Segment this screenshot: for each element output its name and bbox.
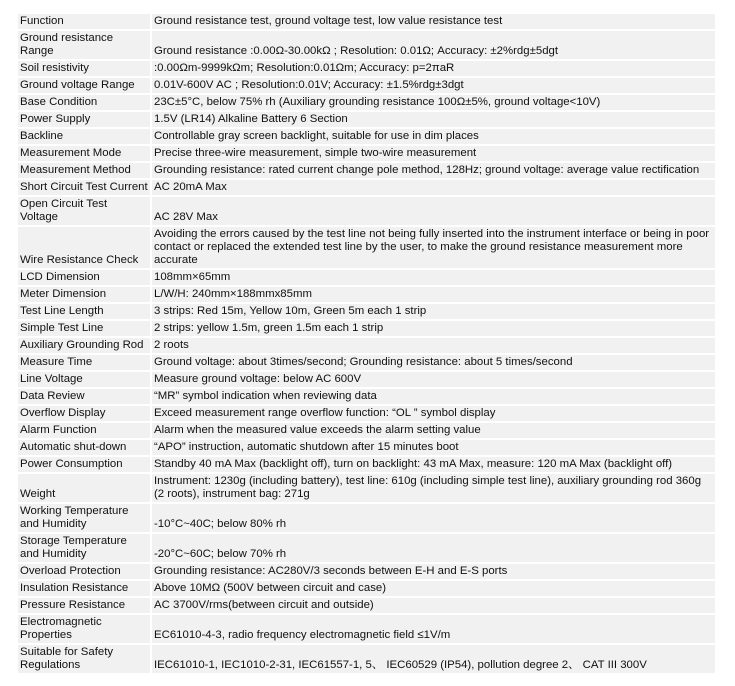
spec-value-cell: 108mm×65mm xyxy=(152,270,715,285)
specification-table-body xyxy=(18,14,715,673)
spec-name-cell: Working Temperature and Humidity xyxy=(18,504,150,532)
spec-row xyxy=(18,146,715,161)
spec-row xyxy=(18,440,715,455)
spec-value-cell: -10°C~40C; below 80% rh xyxy=(152,504,715,532)
spec-row xyxy=(18,197,715,225)
spec-row xyxy=(18,423,715,438)
spec-value-cell: EC61010-4-3, radio frequency electromagnetic field ≤1V/m xyxy=(152,615,715,643)
spec-row xyxy=(18,112,715,127)
spec-value-cell: 1.5V (LR14) Alkaline Battery 6 Section xyxy=(152,112,715,127)
spec-row xyxy=(18,31,715,59)
spec-name-cell: Power Consumption xyxy=(18,457,150,472)
spec-name-cell: Storage Temperature and Humidity xyxy=(18,534,150,562)
spec-name-cell: LCD Dimension xyxy=(18,270,150,285)
spec-row xyxy=(18,474,715,502)
spec-row xyxy=(18,581,715,596)
spec-value-cell: Instrument: 1230g (including battery), test line: 610g (including simple test line), auxiliary grounding rod 360g (2 roots), instrument bag: 271g xyxy=(152,474,715,502)
spec-value-cell: AC 28V Max xyxy=(152,197,715,225)
spec-row xyxy=(18,372,715,387)
spec-row xyxy=(18,287,715,302)
spec-name-cell: Test Line Length xyxy=(18,304,150,319)
spec-row xyxy=(18,163,715,178)
spec-name-cell: Ground voltage Range xyxy=(18,78,150,93)
spec-row xyxy=(18,504,715,532)
spec-value-cell: Grounding resistance: rated current change pole method, 128Hz; ground voltage: average value rectification xyxy=(152,163,715,178)
spec-value-cell: 2 roots xyxy=(152,338,715,353)
spec-name-cell: Wire Resistance Check xyxy=(18,227,150,268)
spec-row xyxy=(18,78,715,93)
specification-table xyxy=(16,12,717,675)
spec-row xyxy=(18,129,715,144)
spec-row xyxy=(18,598,715,613)
spec-value-cell: AC 20mA Max xyxy=(152,180,715,195)
spec-name-cell: Automatic shut-down xyxy=(18,440,150,455)
spec-value-cell: Standby 40 mA Max (backlight off), turn on backlight: 43 mA Max, measure: 120 mA Max (backlight off) xyxy=(152,457,715,472)
spec-value-cell: Ground resistance test, ground voltage test, low value resistance test xyxy=(152,14,715,29)
spec-table-container xyxy=(16,12,717,675)
spec-row xyxy=(18,389,715,404)
spec-name-cell: Line Voltage xyxy=(18,372,150,387)
spec-value-cell: Ground voltage: about 3times/second; Grounding resistance: about 5 times/second xyxy=(152,355,715,370)
spec-name-cell: Base Condition xyxy=(18,95,150,110)
spec-row xyxy=(18,270,715,285)
spec-name-cell: Soil resistivity xyxy=(18,61,150,76)
spec-value-cell: :0.00Ωm-9999kΩm; Resolution:0.01Ωm; Accuracy: p=2πaR xyxy=(152,61,715,76)
spec-name-cell: Pressure Resistance xyxy=(18,598,150,613)
spec-row xyxy=(18,355,715,370)
spec-value-cell: Exceed measurement range overflow function: “OL ” symbol display xyxy=(152,406,715,421)
spec-row xyxy=(18,14,715,29)
spec-value-cell: IEC61010-1, IEC1010-2-31, IEC61557-1, 5、 IEC60529 (IP54), pollution degree 2、 CAT III 300V xyxy=(152,645,715,673)
spec-row xyxy=(18,645,715,673)
spec-value-cell: 23C±5°C, below 75% rh (Auxiliary grounding resistance 100Ω±5%, ground voltage<10V) xyxy=(152,95,715,110)
spec-row xyxy=(18,534,715,562)
spec-name-cell: Auxiliary Grounding Rod xyxy=(18,338,150,353)
spec-name-cell: Function xyxy=(18,14,150,29)
spec-value-cell: L/W/H: 240mm×188mmx85mm xyxy=(152,287,715,302)
spec-value-cell: Avoiding the errors caused by the test line not being fully inserted into the instrument interface or being in poor contact or replaced the extended test line by the user, to make the ground resistance measurement more accurate xyxy=(152,227,715,268)
spec-name-cell: Ground resistance Range xyxy=(18,31,150,59)
spec-name-cell: Suitable for Safety Regulations xyxy=(18,645,150,673)
spec-row xyxy=(18,180,715,195)
spec-row xyxy=(18,61,715,76)
spec-name-cell: Meter Dimension xyxy=(18,287,150,302)
spec-row xyxy=(18,406,715,421)
spec-value-cell: “APO” instruction, automatic shutdown after 15 minutes boot xyxy=(152,440,715,455)
spec-name-cell: Measurement Mode xyxy=(18,146,150,161)
spec-row xyxy=(18,338,715,353)
spec-name-cell: Simple Test Line xyxy=(18,321,150,336)
spec-value-cell: Precise three-wire measurement, simple two-wire measurement xyxy=(152,146,715,161)
spec-row xyxy=(18,321,715,336)
spec-value-cell: AC 3700V/rms(between circuit and outside) xyxy=(152,598,715,613)
spec-name-cell: Overload Protection xyxy=(18,564,150,579)
spec-name-cell: Backline xyxy=(18,129,150,144)
spec-name-cell: Measurement Method xyxy=(18,163,150,178)
spec-value-cell: 0.01V-600V AC ; Resolution:0.01V; Accuracy: ±1.5%rdg±3dgt xyxy=(152,78,715,93)
spec-value-cell: 2 strips: yellow 1.5m, green 1.5m each 1 strip xyxy=(152,321,715,336)
spec-row xyxy=(18,95,715,110)
spec-name-cell: Overflow Display xyxy=(18,406,150,421)
spec-value-cell: Measure ground voltage: below AC 600V xyxy=(152,372,715,387)
spec-value-cell: Grounding resistance: AC280V/3 seconds between E-H and E-S ports xyxy=(152,564,715,579)
spec-value-cell: “MR” symbol indication when reviewing data xyxy=(152,389,715,404)
spec-value-cell: -20°C~60C; below 70% rh xyxy=(152,534,715,562)
spec-row xyxy=(18,615,715,643)
spec-name-cell: Data Review xyxy=(18,389,150,404)
spec-name-cell: Electromagnetic Properties xyxy=(18,615,150,643)
spec-row xyxy=(18,304,715,319)
spec-value-cell: Alarm when the measured value exceeds the alarm setting value xyxy=(152,423,715,438)
spec-name-cell: Open Circuit Test Voltage xyxy=(18,197,150,225)
spec-value-cell: Ground resistance :0.00Ω-30.00kΩ ; Resolution: 0.01Ω; Accuracy: ±2%rdg±5dgt xyxy=(152,31,715,59)
spec-value-cell: 3 strips: Red 15m, Yellow 10m, Green 5m each 1 strip xyxy=(152,304,715,319)
spec-row xyxy=(18,457,715,472)
spec-name-cell: Weight xyxy=(18,474,150,502)
spec-value-cell: Controllable gray screen backlight, suitable for use in dim places xyxy=(152,129,715,144)
spec-name-cell: Insulation Resistance xyxy=(18,581,150,596)
spec-name-cell: Measure Time xyxy=(18,355,150,370)
spec-row xyxy=(18,564,715,579)
spec-name-cell: Alarm Function xyxy=(18,423,150,438)
spec-row xyxy=(18,227,715,268)
spec-name-cell: Short Circuit Test Current xyxy=(18,180,150,195)
spec-value-cell: Above 10MΩ (500V between circuit and case) xyxy=(152,581,715,596)
spec-name-cell: Power Supply xyxy=(18,112,150,127)
